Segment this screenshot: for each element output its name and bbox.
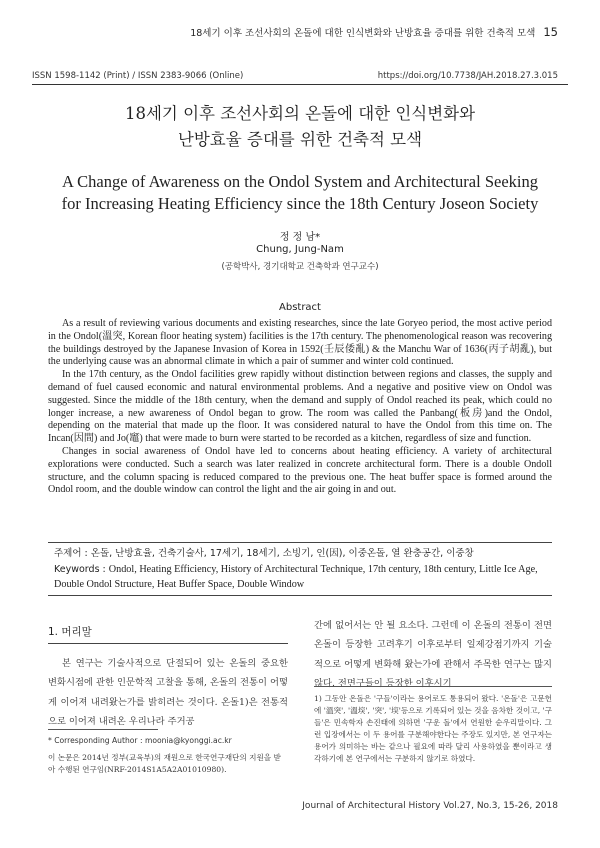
author-name-english: Chung, Jung-Nam (256, 244, 344, 255)
corresponding-author-note: * Corresponding Author : moonia@kyonggi.ac.kr (48, 736, 232, 745)
intro-text-left-column: 본 연구는 기술사적으로 단절되어 있는 온돌의 중요한 변화시점에 관한 인문학적 고찰을 통해, 온돌의 전통이 어떻게 이어져 내려왔는가를 밝히려는 것이다. 온돌1)은 전통적으로 이어져 내려온 우리나라 주거공 (48, 658, 288, 727)
english-title-line-1: A Change of Awareness on the Ondol System and Architectural Seeking (62, 172, 538, 191)
doi-link[interactable]: https://doi.org/10.7738/JAH.2018.27.3.015 (377, 71, 558, 81)
header-rule (32, 84, 568, 85)
keywords-english-list: Ondol, Heating Efficiency, History of Architectural Technique, 17th century, 18th century, Little Ice Age, Double Ondol Structure, Heat Buffer Space, Double Window (54, 564, 538, 590)
english-title (0, 171, 600, 215)
footnote-1: 1) 그동안 온돌은 '구들'이라는 용어로도 통용되어 왔다. '온돌'은 고문헌에 '溫突', '溫堗', '突', '堗'등으로 기록되어 있는 것을 음차한 것이고, '구들'은 민속학자 손진태에 의하면 '구운 돌'에서 연원한 순우리말이다. 그런 입장에서는 이 두 용어를 구분해야한다는 주장도 있지만, 본 연구자는 용어가 의미하는 바는 같으나 필요에 따라 달리 사용하였을 뿐이라고 생각하기에 본 연구에서는 구분하지 않기로 하였다. (314, 694, 552, 763)
right-footnote-rule (314, 686, 552, 687)
keywords-korean-label: 주제어 : (54, 548, 91, 559)
keywords-english-label: Keywords : (54, 564, 109, 575)
page-number: 15 (543, 25, 558, 39)
author-affiliation: (공학박사, 경기대학교 건축학과 연구교수) (221, 262, 379, 272)
abstract-paragraph-3: Changes in social awareness of Ondol have led to concerns about heating efficiency. A variety of architectural explorations were conducted. Such a search was later realized in concrete architectural form. There is a double Ondoll structure, and the column spacing is reduced compared to the previous one. The heat buffer space is formed around the Ondol room, and the double window can control the light and the air going in and out. (48, 445, 552, 496)
keywords-rule-top (48, 542, 552, 543)
keywords-korean (54, 547, 552, 561)
author-name-korean: 정 정 남* (279, 232, 321, 243)
issn-line: ISSN 1598-1142 (Print) / ISSN 2383-9066 (Online) (32, 71, 244, 81)
funding-note: 이 논문은 2014년 정부(교육부)의 재원으로 한국연구재단의 지원을 받아 수행된 연구임(NRF-2014S1A5A2A01010980). (48, 753, 281, 774)
keywords-english (54, 563, 552, 592)
abstract-heading: Abstract (279, 302, 321, 313)
abstract-paragraph-2: In the 17th century, as the Ondol facilities grew rapidly without distinction between regions and classes, the supply and demand of fuel caused economic and natural environmental problems. And a negative and positive view on Ondol was suggested. Since the middle of the 18th century, when the demand and supply of Ondol reached its peak, which could no longer increase, a new awareness of Ondol began to grow. The room was called the Panbang(板房)and the Ondol, depending on the material that made up the floor. It was considered natural to have the Ondol from this time on. The Incan(因間) and Jo(竈) that were made to burn were started to be recorded as a kitchen, regardless of size and function. (48, 369, 552, 445)
journal-footer: Journal of Architectural History Vol.27, No.3, 15-26, 2018 (302, 801, 558, 811)
section-heading-rule (48, 643, 288, 644)
keywords-korean-list: 온돌, 난방효율, 건축기술사, 17세기, 18세기, 소빙기, 인(因), 이중온돌, 열 완충공간, 이중창 (90, 548, 474, 559)
left-footnote-rule (48, 729, 158, 730)
keywords-rule-bottom (48, 595, 552, 596)
korean-title-line-1: 18세기 이후 조선사회의 온돌에 대한 인식변화와 (124, 104, 476, 123)
section-heading-introduction: 1. 머리말 (48, 626, 92, 638)
abstract-paragraph-1: As a result of reviewing various documents and existing researches, since the late Goryeo period, the most active period in the Ondol(溫突, Korean floor heating system) facilities is the 17th century. The phenomenological reason was recovering the buildings destroyed by the Japanese Invasion of Korea in 1592(壬辰倭亂) & the Manchu War of 1636(丙子胡亂), but the underlying cause was an abnormal climate in which a pair of summer and winter cold continued. (48, 318, 552, 368)
korean-title (0, 101, 600, 153)
intro-text-right-column: 간에 없어서는 안 될 요소다. 그런데 이 온돌의 전통이 전면온돌이 등장한 고려후기 이후로부터 일제강점기까지 기술적으로 어떻게 변화해 왔는가에 관해서 주목한 연구는 많지 않다. 전면구들이 등장한 이후시기 (314, 620, 552, 689)
running-head-title: 18세기 이후 조선사회의 온돌에 대한 인식변화와 난방효율 증대를 위한 건축적 모색 (190, 28, 536, 39)
running-head (190, 25, 558, 39)
korean-title-line-2: 난방효율 증대를 위한 건축적 모색 (177, 130, 423, 149)
english-title-line-2: for Increasing Heating Efficiency since the 18th Century Joseon Society (61, 194, 539, 213)
abstract-body (48, 318, 552, 497)
